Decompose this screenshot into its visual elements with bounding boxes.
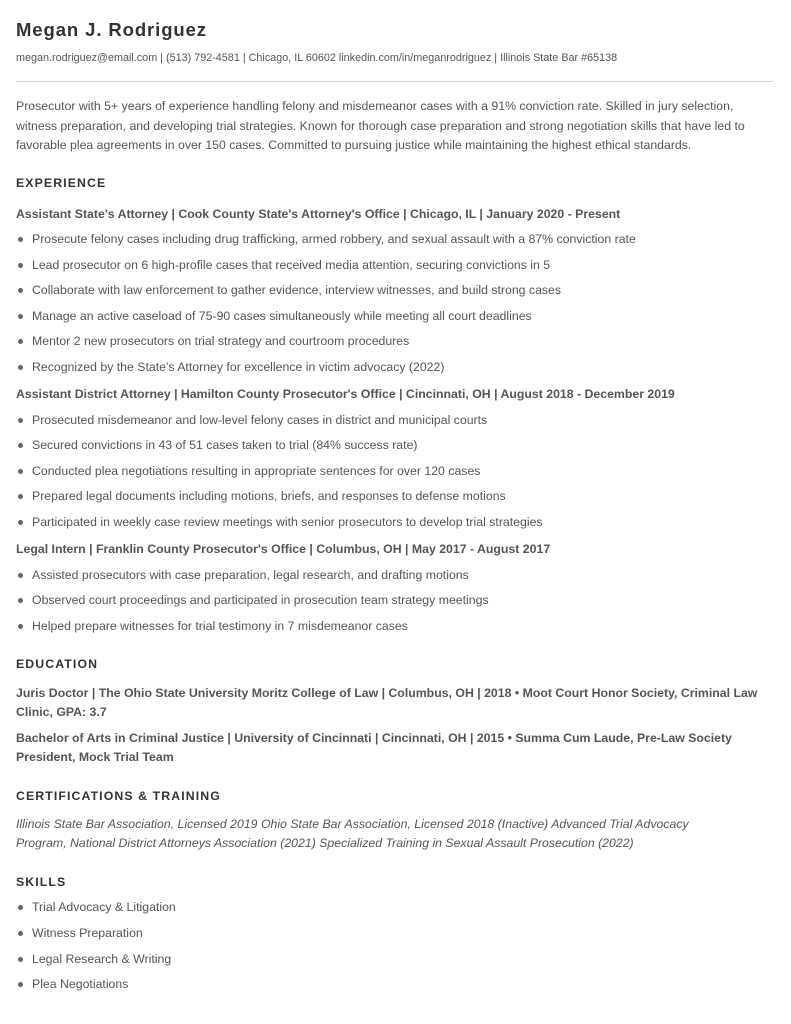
list-item	[16, 618, 775, 634]
bullet-text: Collaborate with law enforcement to gather evidence, interview witnesses, and build strong cases	[32, 283, 562, 298]
bullet-icon	[18, 982, 23, 987]
bullet-icon	[18, 237, 23, 242]
certifications-heading: CERTIFICATIONS & TRAINING	[16, 788, 221, 803]
list-item	[16, 257, 775, 273]
bullet-icon	[18, 494, 23, 499]
bullet-text: Prepared legal documents including motions, briefs, and responses to defense motions	[32, 489, 506, 504]
education-heading: EDUCATION	[16, 656, 99, 671]
list-item	[16, 592, 775, 608]
bullet-icon	[18, 263, 23, 268]
job-2-bullets	[16, 412, 775, 530]
certifications-text: Illinois State Bar Association, Licensed 2019 Ohio State Bar Association, Licensed 2018 (Inactive) Advanced Trial Advocacy Program, National District Attorneys Association (2021) Specialized Training in Sexual Assault Prosecution (2022)	[16, 816, 689, 851]
job-heading-1: Assistant State's Attorney | Cook County State's Attorney's Office | Chicago, IL | January 2020 - Present	[16, 206, 621, 221]
list-item	[16, 567, 775, 583]
bullet-text: Manage an active caseload of 75-90 cases simultaneously while meeting all court deadlines	[32, 308, 532, 323]
bullet-text: Helped prepare witnesses for trial testimony in 7 misdemeanor cases	[32, 618, 408, 633]
list-item	[16, 463, 775, 479]
bullet-icon	[18, 365, 23, 370]
skill-text: Legal Research & Writing	[32, 951, 172, 966]
bullet-text: Conducted plea negotiations resulting in appropriate sentences for over 120 cases	[32, 463, 481, 478]
list-item	[16, 412, 775, 428]
list-item	[16, 514, 775, 530]
skill-text: Plea Negotiations	[32, 977, 129, 992]
list-item	[16, 231, 775, 247]
list-item	[16, 488, 775, 504]
list-item	[16, 899, 775, 915]
job-heading-2: Assistant District Attorney | Hamilton County Prosecutor's Office | Cincinnati, OH | August 2018 - December 2019	[16, 387, 675, 402]
education-entry-2: Bachelor of Arts in Criminal Justice | University of Cincinnati | Cincinnati, OH | 2015 • Summa Cum Laude, Pre-Law Society President, Mock Trial Team	[16, 730, 732, 765]
bullet-text: Mentor 2 new prosecutors on trial strategy and courtroom procedures	[32, 334, 410, 349]
bullet-icon	[18, 905, 23, 910]
skills-heading: SKILLS	[16, 874, 67, 889]
bullet-text: Prosecuted misdemeanor and low-level felony cases in district and municipal courts	[32, 412, 488, 427]
bullet-icon	[18, 957, 23, 962]
skills-list	[16, 899, 775, 992]
list-item	[16, 437, 775, 453]
bullet-text: Observed court proceedings and participated in prosecution team strategy meetings	[32, 593, 489, 608]
list-item	[16, 951, 775, 967]
professional-summary: Prosecutor with 5+ years of experience handling felony and misdemeanor cases with a 91% conviction rate. Skilled in jury selection, witness preparation, and developing trial strategies. Known for thorough case preparation and strong negotiation skills that have led to favorable plea agreements in over 150 cases. Committed to pursuing justice while maintaining the highest ethical standards.	[16, 99, 745, 152]
bullet-icon	[18, 314, 23, 319]
bullet-icon	[18, 624, 23, 629]
bullet-icon	[18, 418, 23, 423]
education-entry-1: Juris Doctor | The Ohio State University Moritz College of Law | Columbus, OH | 2018 • Moot Court Honor Society, Criminal Law Clinic, GPA: 3.7	[16, 685, 758, 720]
bullet-text: Prosecute felony cases including drug trafficking, armed robbery, and sexual assault with a 87% conviction rate	[32, 232, 636, 247]
bullet-text: Assisted prosecutors with case preparation, legal research, and drafting motions	[32, 567, 469, 582]
job-heading-3: Legal Intern | Franklin County Prosecutor's Office | Columbus, OH | May 2017 - August 2017	[16, 542, 551, 557]
list-item	[16, 976, 775, 992]
bullet-icon	[18, 931, 23, 936]
contact-line: megan.rodriguez@email.com | (513) 792-4581 | Chicago, IL 60602 linkedin.com/in/meganrodriguez | Illinois State Bar #65138	[16, 52, 618, 64]
candidate-name: Megan J. Rodriguez	[16, 19, 207, 40]
list-item	[16, 282, 775, 298]
bullet-icon	[18, 443, 23, 448]
list-item	[16, 308, 775, 324]
bullet-icon	[18, 573, 23, 578]
skill-text: Witness Preparation	[32, 926, 143, 940]
bullet-icon	[18, 288, 23, 293]
header-divider	[16, 81, 773, 82]
bullet-icon	[18, 520, 23, 525]
list-item	[16, 333, 775, 349]
bullet-icon	[18, 339, 23, 344]
list-item	[16, 359, 775, 375]
skill-text: Trial Advocacy & Litigation	[32, 900, 176, 915]
bullet-text: Recognized by the State's Attorney for excellence in victim advocacy (2022)	[32, 360, 445, 375]
bullet-icon	[18, 598, 23, 603]
job-1-bullets	[16, 231, 775, 375]
bullet-text: Secured convictions in 43 of 51 cases taken to trial (84% success rate)	[32, 438, 418, 453]
bullet-text: Lead prosecutor on 6 high-profile cases that received media attention, securing convictions in 5	[32, 257, 551, 272]
job-3-bullets	[16, 567, 775, 634]
list-item	[16, 925, 775, 941]
experience-heading: EXPERIENCE	[16, 175, 107, 190]
bullet-text: Participated in weekly case review meetings with senior prosecutors to develop trial strategies	[32, 515, 543, 530]
bullet-icon	[18, 469, 23, 474]
